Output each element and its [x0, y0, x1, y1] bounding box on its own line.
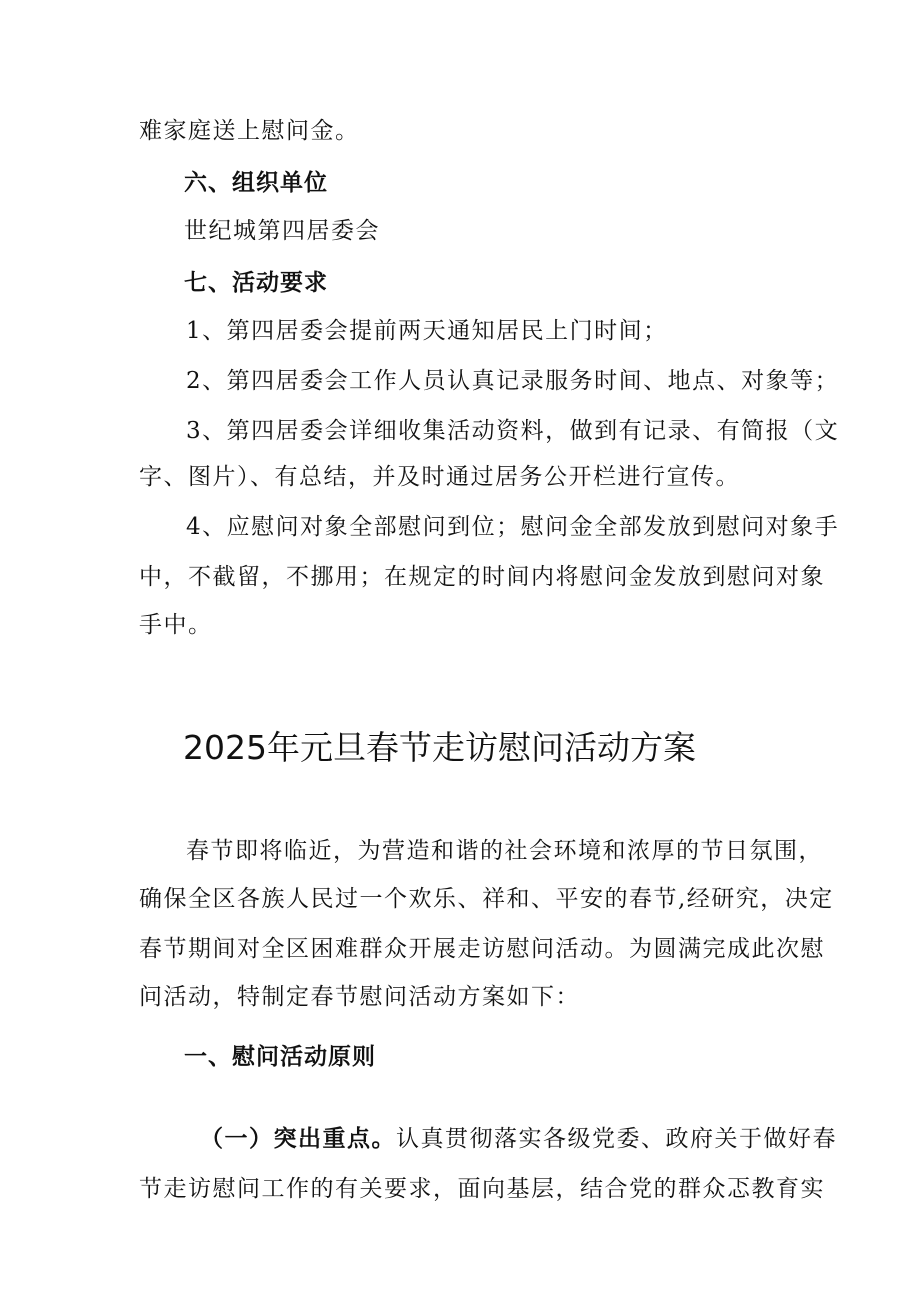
requirement-4-line-2: 中，不截留，不挪用；在规定的时间内将慰问金发放到慰问对象: [139, 564, 825, 590]
requirement-3-line-1: 3、第四居委会详细收集活动资料，做到有记录、有简报（文: [186, 418, 840, 444]
requirement-4-line-1: 4、应慰问对象全部慰问到位；慰问金全部发放到慰问对象手: [186, 514, 840, 540]
requirement-3-line-2: 字、图片）、有总结，并及时通过居务公开栏进行宣传。: [139, 464, 740, 490]
principle-1-line-1: [200, 1124, 837, 1154]
section-heading-requirements: 七、活动要求: [184, 270, 328, 296]
principle-1-lead: （一）突出重点。: [200, 1126, 396, 1152]
document-title: 2025年元旦春节走访慰问活动方案: [183, 728, 696, 767]
paragraph-tail-line: 难家庭送上慰问金。: [139, 118, 360, 144]
intro-line-2: 确保全区各族人民过一个欢乐、祥和、平安的春节,经研究，决定: [139, 886, 834, 912]
requirement-2: 2、第四居委会工作人员认真记录服务时间、地点、对象等；: [186, 368, 840, 394]
requirement-1: 1、第四居委会提前两天通知居民上门时间；: [186, 318, 668, 344]
intro-line-3: 春节期间对全区困难群众开展走访慰问活动。为圆满完成此次慰: [139, 936, 825, 962]
principle-1-text: 认真贯彻落实各级党委、政府关于做好春: [396, 1126, 837, 1152]
organizer-text: 世纪城第四居委会: [184, 218, 380, 244]
principle-1-line-2: 节走访慰问工作的有关要求，面向基层，结合党的群众忑教育实: [139, 1176, 825, 1202]
section-heading-organizer: 六、组织单位: [184, 170, 328, 196]
requirement-4-line-3: 手中。: [139, 612, 213, 638]
intro-line-4: 问活动，特制定春节慰问活动方案如下：: [139, 984, 580, 1010]
section-heading-principles: 一、慰问活动原则: [184, 1044, 376, 1070]
intro-line-1: 春节即将临近，为营造和谐的社会环境和浓厚的节日氛围，: [186, 838, 823, 864]
